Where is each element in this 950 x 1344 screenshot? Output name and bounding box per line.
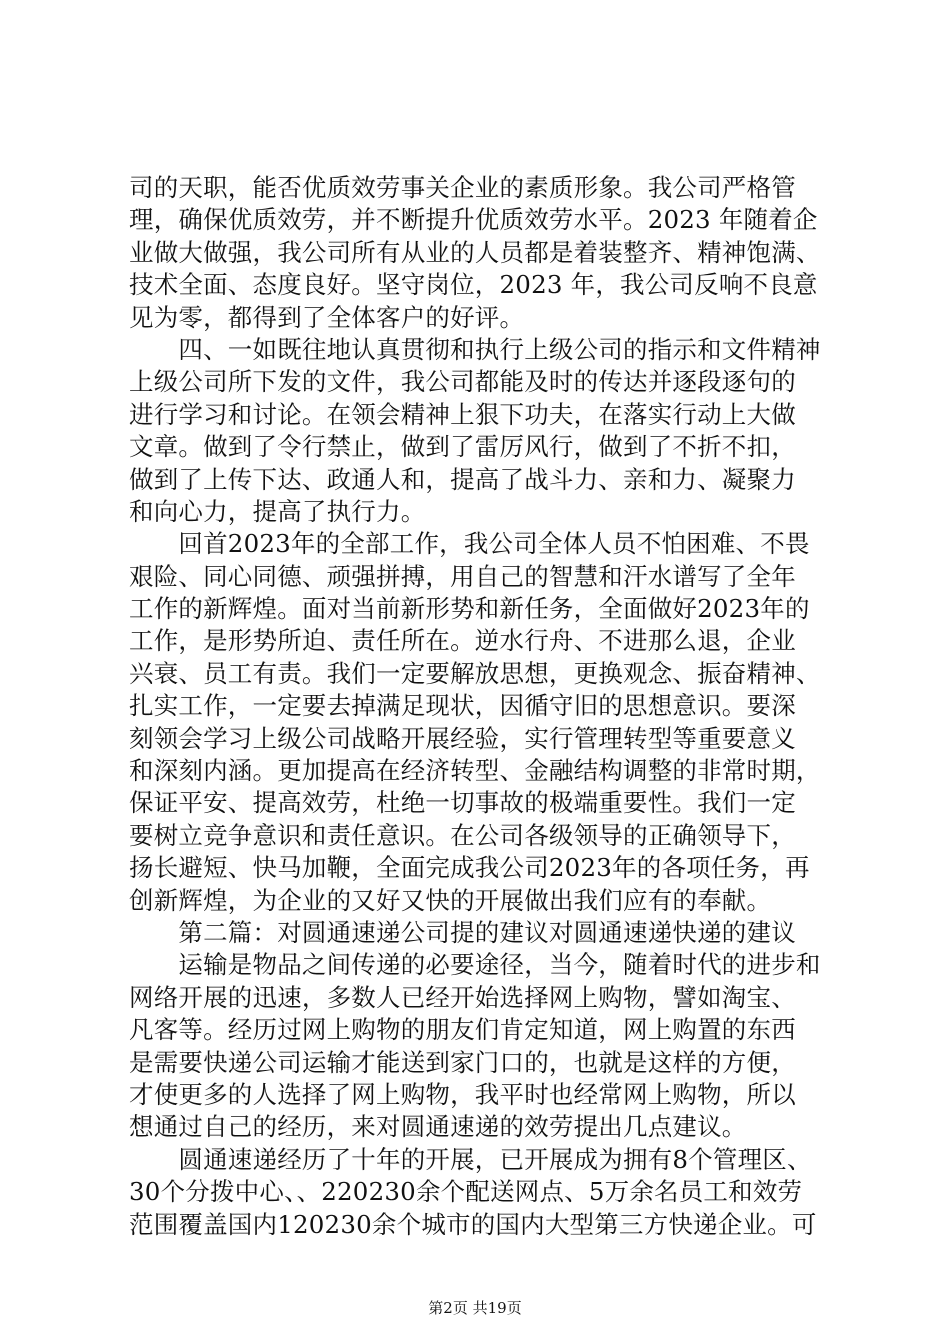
text-line: 司的天职，能否优质效劳事关企业的素质形象。我公司严格管 [129,173,796,202]
text-line: 和深刻内涵。更加提高在经济转型、金融结构调整的非常时期， [129,756,821,786]
text-line: 见为零，都得到了全体客户的好评。 [129,302,525,332]
text-line: 兴衰、员工有责。我们一定要解放思想，更换观念、振奋精神、 [129,658,821,688]
text-line: 是需要快递公司运输才能送到家门口的，也就是这样的方便， [129,1047,796,1077]
text-line: 做到了上传下达、政通人和，提高了战斗力、亲和力、凝聚力 [129,464,796,494]
text-line: 扬长避短、快马加鞭，全面完成我公司2023年的各项任务，再 [129,853,810,883]
text-line: 要树立竞争意识和责任意识。在公司各级领导的正确领导下， [129,820,796,850]
text-line: 扎实工作，一定要去掉满足现状，因循守旧的思想意识。要深 [129,691,796,721]
text-line: 凡客等。经历过网上购物的朋友们肯定知道，网上购置的东西 [129,1015,796,1045]
text-line: 理，确保优质效劳，并不断提升优质效劳水平。2023 年随着企 [129,205,818,235]
text-line: 工作的新辉煌。面对当前新形势和新任务，全面做好2023年的 [129,594,810,624]
text-line: 运输是物品之间传递的必要途径，当今，随着时代的进步和 [129,950,821,980]
text-line: 网络开展的迅速，多数人已经开始选择网上购物，譬如淘宝、 [129,982,796,1012]
text-line: 想通过自己的经历，来对圆通速递的效劳提出几点建议。 [129,1112,747,1142]
text-line: 才使更多的人选择了网上购物，我平时也经常网上购物，所以 [129,1079,796,1109]
text-line: 范围覆盖国内120230余个城市的国内大型第三方快递企业。可 [129,1209,817,1239]
text-line: 上级公司所下发的文件，我公司都能及时的传达并逐段逐句的 [129,367,796,397]
text-line: 刻领会学习上级公司战略开展经验，实行管理转型等重要意义 [129,723,796,753]
text-line: 圆通速递经历了十年的开展，已开展成为拥有8个管理区、 [129,1144,812,1174]
text-line: 保证平安、提高效劳，杜绝一切事故的极端重要性。我们一定 [129,788,796,818]
text-line: 30个分拨中心、、220230余个配送网点、5万余名员工和效劳 [129,1177,803,1207]
body-text [129,172,829,1241]
text-line: 回首2023年的全部工作，我公司全体人员不怕困难、不畏 [129,529,810,559]
text-line: 四、一如既往地认真贯彻和执行上级公司的指示和文件精神 [129,334,821,364]
text-line: 业做大做强，我公司所有从业的人员都是着装整齐、精神饱满、 [129,237,821,267]
text-line: 技术全面、态度良好。坚守岗位，2023 年，我公司反响不良意 [129,270,818,300]
text-line: 工作，是形势所迫、责任所在。逆水行舟、不进那么退，企业 [129,626,796,656]
text-line: 艰险、同心同德、顽强拼搏，用自己的智慧和汗水谱写了全年 [129,561,796,591]
text-line: 进行学习和讨论。在领会精神上狠下功夫，在落实行动上大做 [129,399,796,429]
text-line: 和向心力，提高了执行力。 [129,496,426,526]
section-heading: 第二篇：对圆通速递公司提的建议对圆通速递快递的建议 [129,917,796,947]
page-number: 第2页 共19页 [428,1299,522,1317]
text-line: 文章。做到了令行禁止，做到了雷厉风行，做到了不折不扣， [129,432,796,462]
text-line: 创新辉煌，为企业的又好又快的开展做出我们应有的奉献。 [129,885,772,915]
